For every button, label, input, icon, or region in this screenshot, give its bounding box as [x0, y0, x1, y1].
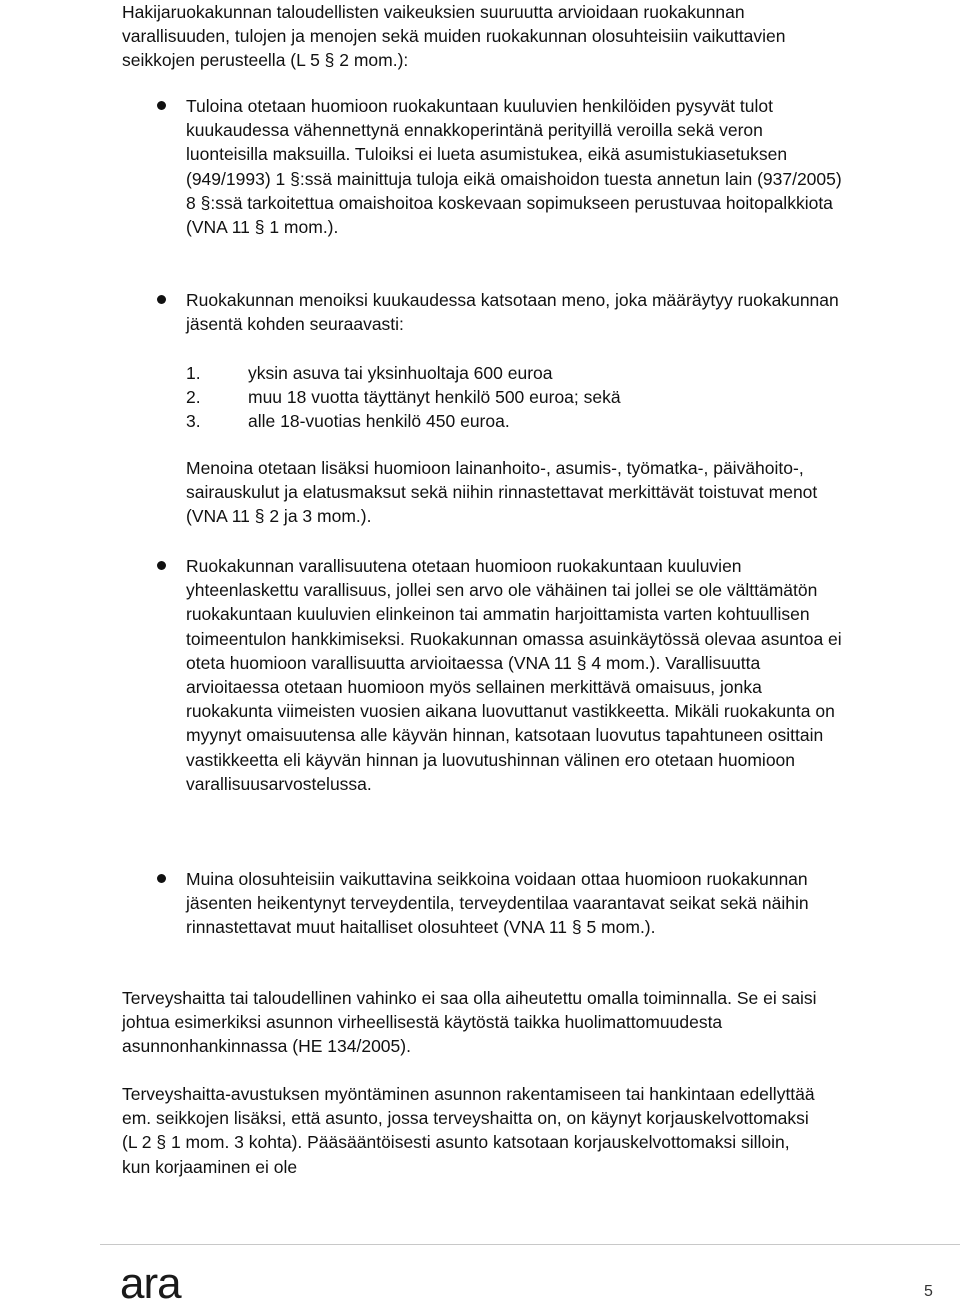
- list-number: 1.: [186, 363, 201, 383]
- additional-expenses-paragraph: Menoina otetaan lisäksi huomioon lainanhoito-, asumis-, työmatka-, päivähoito-, sairauskulut ja elatusmaksut sekä niihin rinnastettavat merkittävät toistuvat menot (VNA 11 § 2 ja 3 mom.).: [186, 458, 818, 527]
- bullet-assets: Ruokakunnan varallisuutena otetaan huomioon ruokakuntaan kuuluvien yhteenlaskettu varallisuus, jollei sen arvo ole vähäinen tai jollei se ole välttämätön ruokakuntaan kuuluvien elinkeinon tai ammatin harjoittamista varten kohtuullisen toimeentulon hankkimiseksi. Ruokakunnan omassa asuinkäytössä olevaa asuntoa ei oteta huomioon varallisuutta arvioitaessa (VNA 11 § 4 mom.). Varallisuutta arvioitaessa otetaan huomioon myös sellainen merkittävä omaisuus, jonka ruokakunta viimeisten vuosien aikana luovuttanut vastikkeetta. Mikäli ruokakunta on myynyt omaisuutensa alle käyvän hinnan, katsotaan luovutus tapahtuneen osittain vastikkeetta eli käyvän hinnan ja luovutushinnan välinen ero otetaan huomioon varallisuusarvostelussa.: [186, 556, 842, 794]
- page-number: 5: [924, 1283, 933, 1300]
- list-item: [186, 385, 621, 409]
- grant-paragraph: Terveyshaitta-avustuksen myöntäminen asunnon rakentamiseen tai hankintaan edellyttää em. seikkojen lisäksi, että asunto, jossa terveyshaitta on, on käynyt korjauskelvottomaksi (L 2 § 1 mom. 3 kohta). Pääsääntöisesti asunto katsotaan korjauskelvottomaksi silloin, kun korjaaminen ei ole: [122, 1084, 815, 1177]
- list-text: muu 18 vuotta täyttänyt henkilö 500 euroa; sekä: [248, 387, 621, 408]
- bullet-dot: [157, 561, 166, 570]
- bullet-other-circumstances: Muina olosuhteisiin vaikuttavina seikkoina voidaan ottaa huomioon ruokakunnan jäsenten heikentynyt terveydentila, terveydentilaa vaarantavat seikat sekä näihin rinnastettavat muut haitalliset olosuhteet (VNA 11 § 5 mom.).: [186, 869, 809, 938]
- bullet-expenses: Ruokakunnan menoiksi kuukaudessa katsotaan meno, joka määräytyy ruokakunnan jäsentä kohden seuraavasti:: [186, 290, 839, 335]
- bullet-dot: [157, 101, 166, 110]
- footer-divider: [100, 1244, 960, 1245]
- health-hazard-paragraph: Terveyshaitta tai taloudellinen vahinko ei saa olla aiheutettu omalla toiminnalla. Se ei saisi johtua esimerkiksi asunnon virheellisestä käytöstä taikka huolimattomuudesta asunnonhankinnassa (HE 134/2005).: [122, 988, 817, 1057]
- intro-paragraph: Hakijaruokakunnan taloudellisten vaikeuksien suuruutta arvioidaan ruokakunnan varallisuuden, tulojen ja menojen sekä muiden ruokakunnan olosuhteisiin vaikuttavien seikkojen perusteella (L 5 § 2 mom.):: [122, 2, 786, 71]
- bullet-income: Tuloina otetaan huomioon ruokakuntaan kuuluvien henkilöiden pysyvät tulot kuukaudessa vähennettynä ennakkoperintänä perityillä veroilla sekä veron luonteisilla maksuilla. Tuloiksi ei lueta asumistukea, eikä asumistukiasetuksen (949/1993) 1 §:ssä mainittuja tuloja eikä omaishoidon tuesta annetun lain (937/2005) 8 §:ssä tarkoitettua omaishoitoa koskevaan sopimukseen perustuvaa hoitopalkkiota (VNA 11 § 1 mom.).: [186, 96, 842, 238]
- list-text: yksin asuva tai yksinhuoltaja 600 euroa: [248, 363, 553, 383]
- list-item: [186, 409, 621, 433]
- bullet-dot: [157, 295, 166, 304]
- ara-logo: ara: [120, 1259, 181, 1308]
- expense-list: [186, 361, 621, 434]
- list-text: alle 18-vuotias henkilö 450 euroa.: [248, 411, 510, 432]
- list-number: 3.: [186, 411, 201, 432]
- bullet-dot: [157, 874, 166, 883]
- list-number: 2.: [186, 387, 201, 408]
- list-item: [186, 361, 621, 385]
